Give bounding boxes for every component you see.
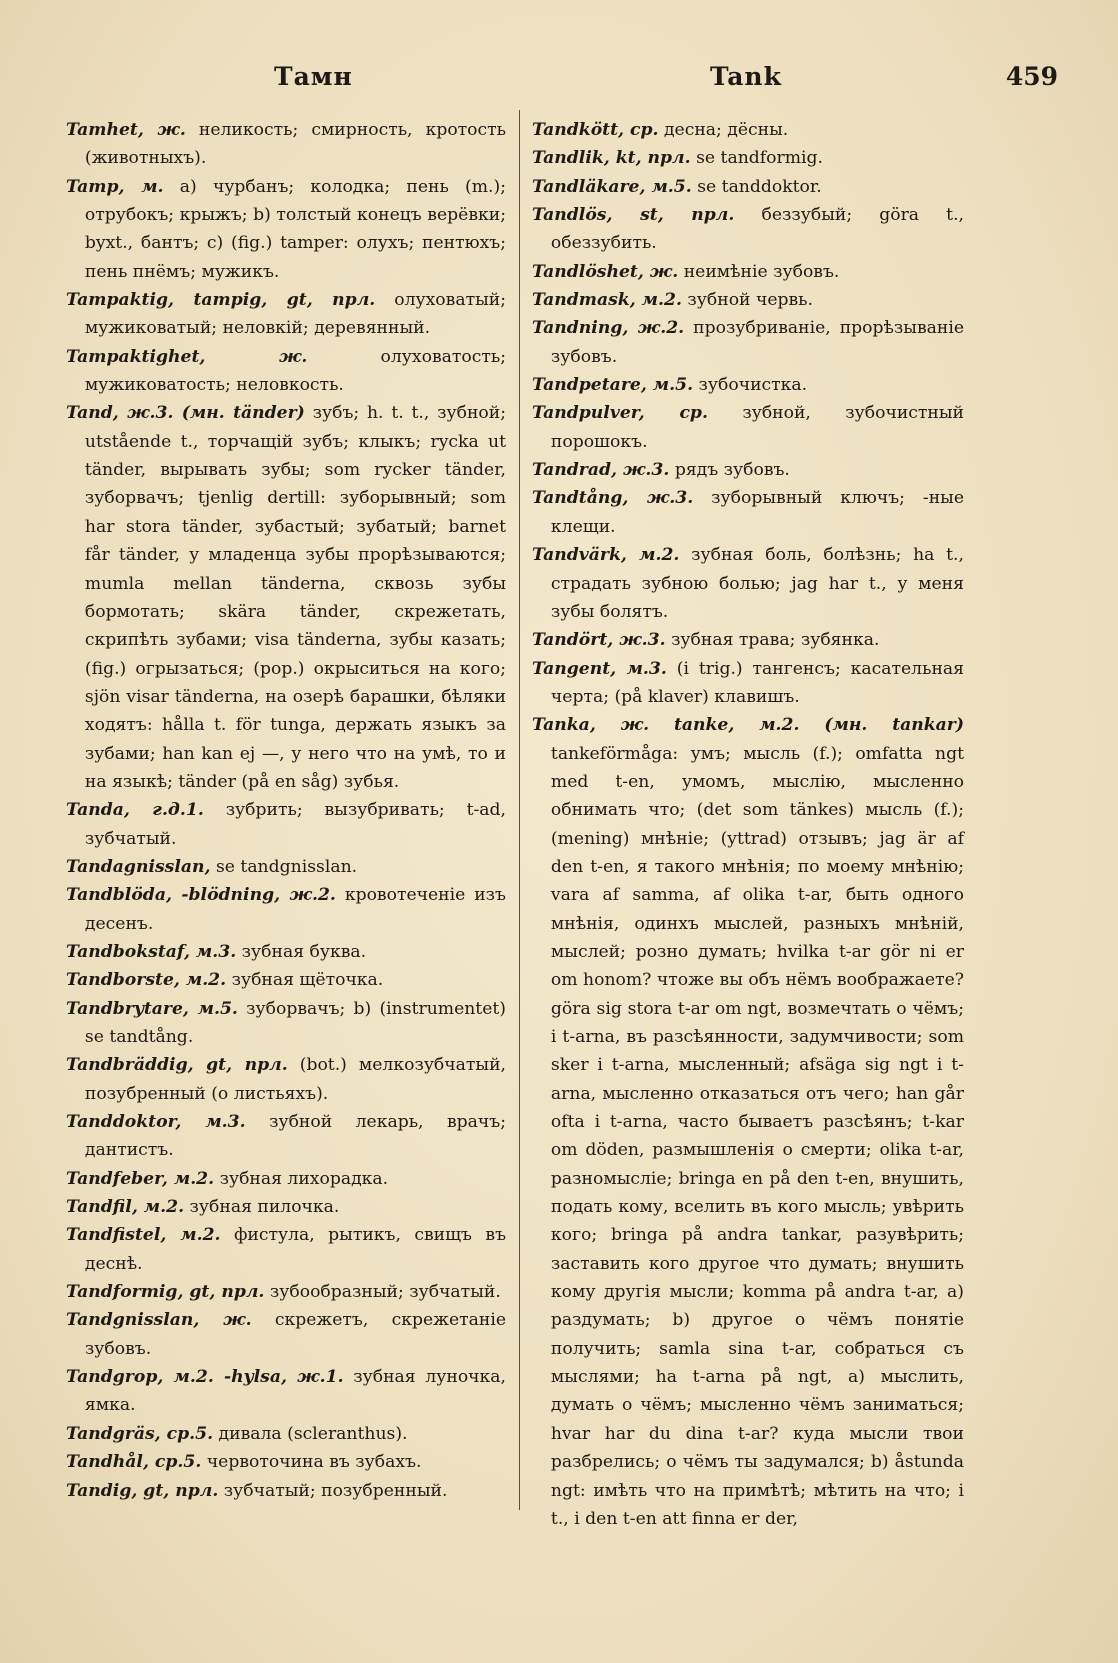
entry-headword: Tamhet, ж.	[66, 120, 186, 140]
entry-headword: Tandlös, st, прл.	[532, 205, 735, 226]
entry-headword: Tand, ж.3. (мн. tänder)	[66, 403, 305, 424]
entry-headword: Tandagnisslan,	[66, 856, 211, 877]
entry-definition: зубная щёточка.	[231, 970, 384, 991]
dictionary-entry	[532, 456, 964, 484]
entry-definition: зубной червь.	[687, 290, 813, 311]
entry-headword: Tandgnisslan, ж.	[66, 1310, 252, 1331]
dictionary-entry	[66, 938, 506, 966]
entry-definition: зубочистка.	[698, 375, 808, 396]
entry-headword: Tandläkare, м.5.	[532, 176, 692, 197]
dictionary-entry	[66, 796, 506, 853]
entry-headword: Tandfil, м.2.	[66, 1197, 185, 1218]
entry-headword: Tandbrytare, м.5.	[66, 998, 238, 1019]
entry-definition: зубообразный; зубчатый.	[269, 1282, 501, 1303]
right-running-head: Tank	[710, 62, 782, 91]
dictionary-entry	[66, 995, 506, 1052]
dictionary-entry	[66, 286, 506, 343]
entry-headword: Tandmask, м.2.	[532, 290, 682, 311]
dictionary-entry	[532, 711, 964, 1533]
dictionary-entry	[532, 144, 964, 172]
entry-definition: зуборывный ключъ; -ные клещи.	[550, 488, 964, 537]
entry-definition: червоточина въ зубахъ.	[206, 1452, 422, 1473]
dictionary-entry	[532, 173, 964, 201]
entry-headword: Tandfeber, м.2.	[66, 1168, 215, 1189]
dictionary-entry	[66, 853, 506, 881]
entry-definition: беззубый; göra t., обеззубить.	[550, 205, 964, 254]
entry-definition: неимѣніе зубовъ.	[683, 261, 840, 282]
entry-definition: рядъ зубовъ.	[674, 460, 790, 481]
dictionary-entry	[66, 1363, 506, 1420]
dictionary-entry	[66, 1193, 506, 1221]
entry-definition: зубная буква.	[241, 941, 367, 962]
entry-definition: tankeförmåga: умъ; мысль (f.); omfatta ngt med t-en, умомъ, мыслію, мысленно обнимать что; (det som tänkes) мысль (f.); (mening) мнѣніе; (yttrad) отзывъ; jag är af den t-en, я такого мнѣнія; по моему мнѣнію; vara af samma, af olika t-ar, быть одного мнѣнія, одинхъ мыслей, разныхъ мнѣній, мыслей; розно думать; hvilka t-ar gör ni er om honom? чтоже вы объ нёмъ воображаете? göra sig stora t-ar om ngt, возмечтать о чёмъ; i t-arna, въ разсѣянности, задумчивости; som sker i t-arna, мысленный; afsäga sig ngt i t-arna, мысленно отказаться отъ чего; han går ofta i t-arna, часто бываетъ разсѣянъ; t-kar om döden, размышленія о смерти; olika t-ar, разномысліе; bringa en på den t-en, внушить, подать кому, вселить въ кого мысль; увѣрить кого; bringa på andra tankar, разувѣрить; заставить кого другое что думать; внушить кому другія мысли; komma på andra t-ar, a) раздумать; b) другое о чёмъ понятіе получить; samla sina t-ar, собраться съ мыслями; ha t-arna på ngt, a) мыслить, думать о чёмъ; мысленно чёмъ заниматься; hvar har du dina t-ar? куда мысли твои разбрелись; о чёмъ ты задумался; b) åstunda ngt: имѣть что на примѣтѣ; мѣтить на что; i t., i den t-en att finna er der,	[550, 743, 964, 1529]
entry-definition: зубная пилочка.	[189, 1197, 340, 1218]
entry-definition: зубной, зубочистный порошокъ.	[550, 403, 965, 452]
entry-definition: олуховатость; мужиковатость; неловкость.	[84, 346, 507, 396]
entry-definition: se tandgnisslan.	[215, 856, 358, 877]
entry-headword: Tandborste, м.2.	[66, 970, 227, 991]
entry-definition: se tandformig.	[696, 148, 823, 169]
entry-definition: se tanddoktor.	[697, 176, 822, 197]
entry-headword: Tandfistel, м.2.	[66, 1225, 221, 1246]
entry-headword: Tandning, ж.2.	[532, 318, 685, 339]
dictionary-entry	[532, 286, 964, 314]
entry-headword: Tandbokstaf, м.3.	[66, 941, 237, 962]
left-running-head: Тамн	[274, 62, 353, 91]
entry-headword: Tandvärk, м.2.	[532, 545, 680, 566]
entry-definition: олуховатый; мужиковатый; неловкій; деревянный.	[84, 290, 507, 339]
entry-definition: зуборвачъ; b) (instrumentet) se tandtång.	[84, 998, 506, 1047]
entry-headword: Tandrad, ж.3.	[532, 460, 670, 481]
entry-definition: зубъ; h. t. t., зубной; utstående t., торчащій зубъ; клыкъ; rycka ut tänder, вырывать зубы; som rycker tänder, зуборвачъ; tjenlig dertill: зуборывный; som har stora tänder, зубастый; зубатый; barnet får tänder, у младенца зубы прорѣзываются; mumla mellan tänderna, сквозь зубы бормотать; skära tänder, скрежетать, скрипѣть зубами; visa tänderna, зубы казать; (fig.) огрызаться; (pop.) окрыситься на кого; sjön visar tänderna, на озерѣ барашки, бѣляки ходятъ: hålla t. för tunga, держать языкъ за зубами; han kan ej —, у него что на умѣ, то и на языкѣ; tänder (på en såg) зубья.	[84, 403, 507, 792]
entry-headword: Tandpulver, ср.	[532, 403, 708, 424]
entry-definition: a) чурбанъ; колодка; пень (m.); отрубокъ; крыжъ; b) толстый конецъ верёвки; byxt., бантъ; c) (fig.) tamper: олухъ; пентюхъ; пень пнёмъ; мужикъ.	[84, 176, 507, 282]
column-divider	[519, 110, 520, 1510]
entry-definition: зубная луночка, ямка.	[84, 1367, 506, 1416]
entry-definition: дивала (scleranthus).	[218, 1423, 408, 1444]
dictionary-entry	[66, 1420, 506, 1448]
dictionary-entry	[66, 1108, 506, 1165]
entry-definition: (bot.) мелкозубчатый, позубренный (о листьяхъ).	[84, 1055, 506, 1104]
entry-headword: Tandlik, kt, прл.	[532, 148, 691, 169]
entry-headword: Tandlöshet, ж.	[532, 261, 679, 282]
dictionary-entry	[66, 116, 506, 173]
entry-headword: Tandhål, ср.5.	[66, 1452, 202, 1473]
entry-headword: Tandbräddig, gt, прл.	[66, 1055, 288, 1076]
dictionary-entry	[66, 1306, 506, 1363]
left-column	[66, 116, 506, 1505]
entry-headword: Tandört, ж.3.	[532, 630, 666, 651]
dictionary-entry	[532, 399, 964, 456]
entry-headword: Tangent, м.3.	[532, 658, 667, 679]
entry-headword: Tanda, г.д.1.	[66, 800, 204, 821]
dictionary-entry	[66, 881, 506, 938]
entry-headword: Tandkött, ср.	[532, 120, 659, 140]
entry-headword: Tandig, gt, прл.	[66, 1480, 219, 1501]
dictionary-entry	[66, 343, 506, 400]
dictionary-entry	[532, 541, 964, 626]
entry-headword: Tanddoktor, м.3.	[66, 1112, 246, 1133]
entry-headword: Tandgräs, ср.5.	[66, 1423, 214, 1444]
entry-definition: зубная лихорадка.	[219, 1168, 389, 1189]
dictionary-entry	[532, 314, 964, 371]
dictionary-entry	[532, 258, 964, 286]
dictionary-entry	[532, 484, 964, 541]
entry-headword: Tandformig, gt, прл.	[66, 1282, 265, 1303]
entry-definition: фистула, рытикъ, свищъ въ деснѣ.	[84, 1225, 507, 1274]
dictionary-entry	[66, 1221, 506, 1278]
entry-definition: зубная боль, болѣзнь; ha t., страдать зубною болью; jag har t., у меня зубы болятъ.	[550, 545, 964, 622]
right-column	[532, 116, 964, 1533]
entry-headword: Tampaktig, tampig, gt, прл.	[66, 290, 376, 311]
entry-headword: Tampaktighet, ж.	[66, 346, 308, 367]
dictionary-entry	[532, 116, 964, 144]
entry-definition: кровотеченіе изъ десенъ.	[84, 885, 506, 934]
entry-definition: зубной лекарь, врачъ; дантистъ.	[84, 1112, 506, 1161]
page-number: 459	[1005, 62, 1058, 91]
entry-definition: десна; дёсны.	[663, 120, 789, 140]
entry-definition: скрежетъ, скрежетаніе зубовъ.	[84, 1310, 506, 1359]
entry-definition: неликость; смирность, кротость (животныхъ).	[84, 120, 507, 169]
entry-definition: (i trig.) тангенсъ; касательная черта; (på klaver) клавишъ.	[550, 658, 964, 707]
dictionary-entry	[66, 966, 506, 994]
dictionary-entry	[66, 399, 506, 796]
dictionary-entry	[66, 1051, 506, 1108]
dictionary-entry	[532, 655, 964, 712]
dictionary-entry	[66, 1278, 506, 1306]
dictionary-entry	[66, 173, 506, 286]
entry-headword: Tanka, ж. tanke, м.2. (мн. tankar)	[532, 715, 964, 736]
entry-definition: зубная трава; зубянка.	[671, 630, 880, 651]
entry-headword: Tandblöda, -blödning, ж.2.	[66, 885, 336, 906]
dictionary-entry	[66, 1448, 506, 1476]
entry-headword: Tandpetare, м.5.	[532, 375, 694, 396]
entry-definition: зубрить; вызубривать; t-ad, зубчатый.	[84, 800, 506, 849]
dictionary-entry	[532, 371, 964, 399]
entry-definition: зубчатый; позубренный.	[223, 1480, 448, 1501]
entry-headword: Tamp, м.	[66, 176, 164, 197]
dictionary-entry	[66, 1165, 506, 1193]
dictionary-entry	[66, 1477, 506, 1505]
dictionary-entry	[532, 626, 964, 654]
entry-headword: Tandtång, ж.3.	[532, 488, 694, 509]
entry-headword: Tandgrop, м.2. -hylsa, ж.1.	[66, 1367, 344, 1388]
page-header	[62, 62, 1058, 102]
entry-definition: прозубриваніе, прорѣзываніе зубовъ.	[550, 318, 964, 367]
dictionary-entry	[532, 201, 964, 258]
